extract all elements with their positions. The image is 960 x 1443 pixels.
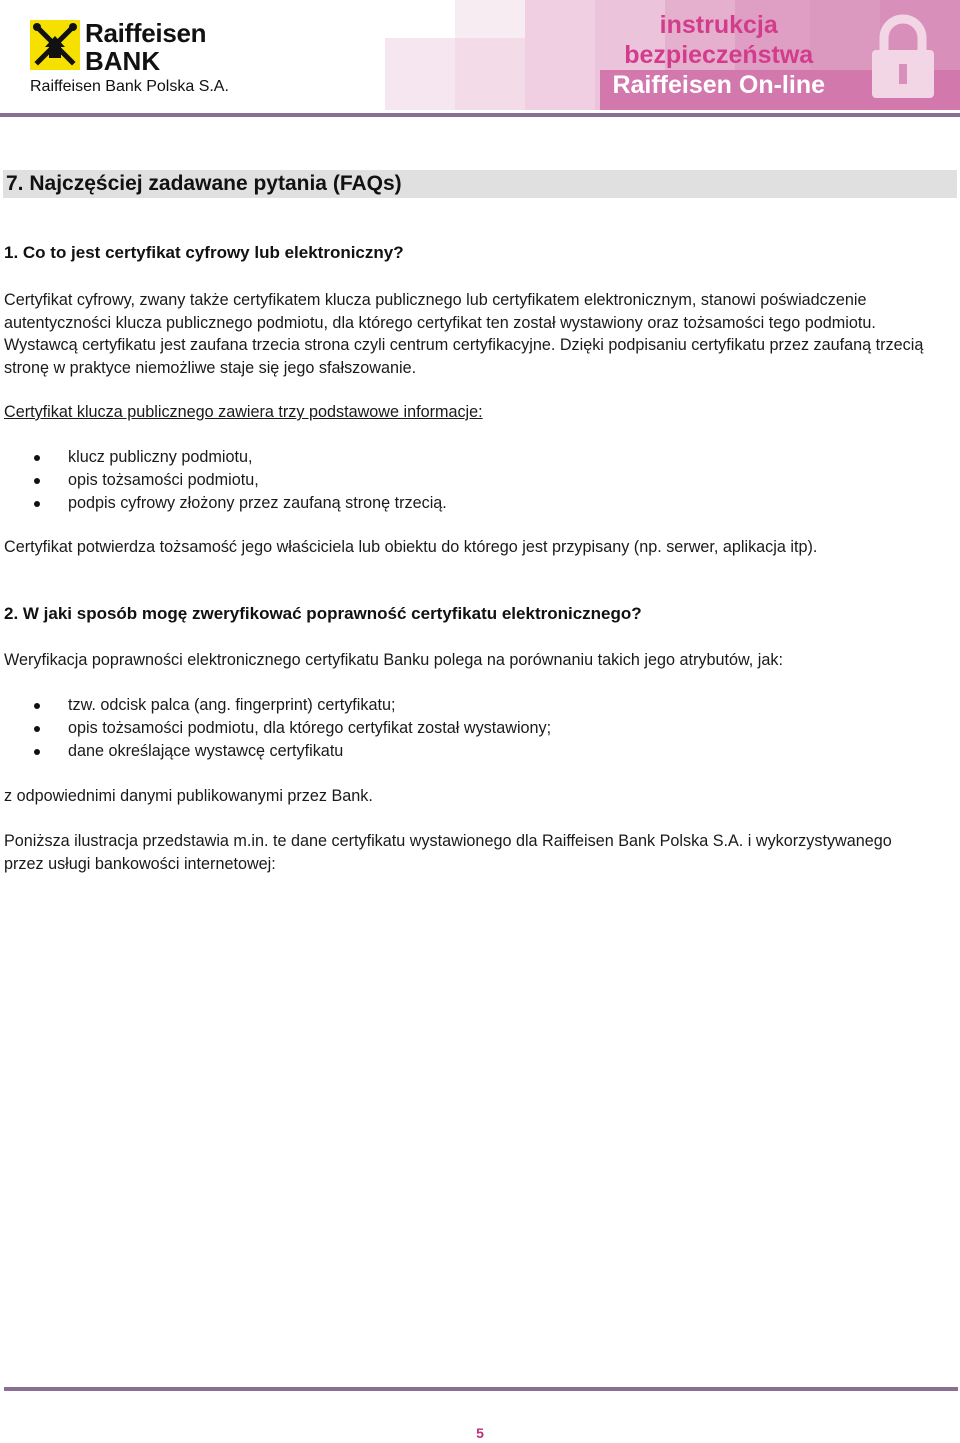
logo-wordmark-bank: BANK bbox=[85, 46, 161, 76]
list-item bbox=[30, 717, 551, 740]
list-item bbox=[30, 740, 551, 763]
bullet-icon bbox=[34, 478, 40, 484]
faq-question-2: 2. W jaki sposób mogę zweryfikować poprawność certyfikatu elektronicznego? bbox=[4, 604, 642, 623]
faq-question-1: 1. Co to jest certyfikat cyfrowy lub elektroniczny? bbox=[4, 243, 404, 262]
faq-1-bullet-list bbox=[30, 446, 447, 514]
list-item-text: opis tożsamości podmiotu, bbox=[68, 470, 259, 489]
faq-2-bullet-list bbox=[30, 694, 551, 762]
list-item-text: klucz publiczny podmiotu, bbox=[68, 448, 253, 466]
list-item-text: tzw. odcisk palca (ang. fingerprint) certyfikatu; bbox=[68, 696, 396, 714]
page-header bbox=[0, 0, 960, 118]
logo-wordmark-raiffeisen: Raiffeisen bbox=[85, 18, 207, 48]
faq-2-paragraph-2: z odpowiednimi danymi publikowanymi przez Bank. bbox=[4, 787, 373, 805]
faq-2-paragraph-3: Poniższa ilustracja przedstawia m.in. te dane certyfikatu wystawionego dla Raiffeisen Bank Polska S.A. i wykorzystywanego przez usługi bankowości internetowej: bbox=[4, 832, 892, 873]
banner-line-3: Raiffeisen On-line bbox=[612, 71, 825, 99]
security-guide-banner bbox=[385, 0, 960, 110]
section-heading-bar bbox=[3, 170, 957, 198]
list-item bbox=[30, 446, 447, 469]
bullet-icon bbox=[34, 501, 40, 507]
bullet-icon bbox=[34, 749, 40, 755]
list-item bbox=[30, 492, 447, 515]
banner-line-2: bezpieczeństwa bbox=[624, 41, 814, 69]
faq-1-paragraph-1: Certyfikat cyfrowy, zwany także certyfikatem klucza publicznego lub certyfikatem elektronicznym, stanowi poświadczenie autentyczności klucza publicznego podmiotu, dla którego certyfikat ten został wystawiony oraz tożsamości tego podmiotu. Wystawcą certyfikatu jest zaufana trzecia strona czyli centrum certyfikacyjne. Dzięki podpisaniu certyfikatu przez zaufaną trzecią stronę w praktyce niemożliwe staje się jego sfałszowanie. bbox=[4, 291, 924, 377]
header-divider bbox=[0, 113, 960, 117]
raiffeisen-bank-logo bbox=[30, 18, 230, 100]
faq-1-paragraph-2: Certyfikat potwierdza tożsamość jego właściciela lub obiektu do którego jest przypisany (np. serwer, aplikacja itp). bbox=[4, 538, 818, 556]
page-number: 5 bbox=[476, 1425, 484, 1441]
list-item-text: dane określające wystawcę certyfikatu bbox=[68, 741, 344, 760]
list-item-text: podpis cyfrowy złożony przez zaufaną stronę trzecią. bbox=[68, 493, 447, 512]
padlock-icon bbox=[868, 14, 938, 100]
list-item bbox=[30, 469, 447, 492]
logo-subtitle: Raiffeisen Bank Polska S.A. bbox=[30, 78, 229, 95]
footer-divider bbox=[4, 1387, 958, 1391]
section-title: 7. Najczęściej zadawane pytania (FAQs) bbox=[6, 172, 402, 195]
bullet-icon bbox=[34, 703, 40, 709]
faq-2-paragraph-1: Weryfikacja poprawności elektronicznego certyfikatu Banku polega na porównaniu takich jego atrybutów, jak: bbox=[4, 651, 783, 669]
list-item-text: opis tożsamości podmiotu, dla którego certyfikat został wystawiony; bbox=[68, 718, 552, 737]
raiffeisen-crossed-gables-logo-icon bbox=[30, 20, 80, 70]
list-item bbox=[30, 694, 551, 717]
bullet-icon bbox=[34, 726, 40, 732]
bullet-icon bbox=[34, 455, 40, 461]
faq-1-list-intro: Certyfikat klucza publicznego zawiera trzy podstawowe informacje: bbox=[4, 403, 483, 421]
banner-line-1: instrukcja bbox=[659, 11, 778, 39]
banner-title bbox=[612, 10, 825, 100]
